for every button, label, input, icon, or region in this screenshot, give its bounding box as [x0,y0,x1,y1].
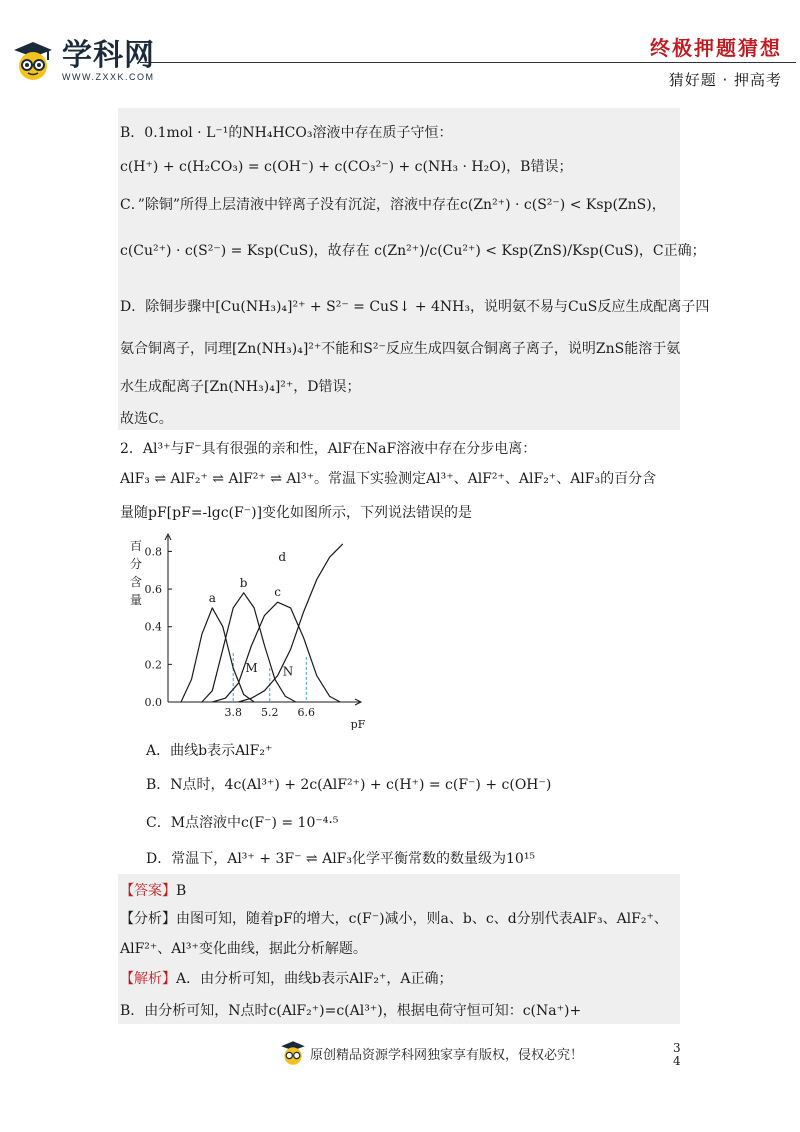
y-axis-label: 量 [129,593,143,607]
option-b-explanation: B．0.1mol · L⁻¹的NH₄HCO₃溶液中存在质子守恒： [120,125,453,141]
page-number-current: 3 [673,1041,681,1055]
option-c: C．M点溶液中c(F⁻) = 10⁻⁴·⁵ [146,815,339,831]
logo-name: 学科网 [62,39,155,72]
question-2-stem: 2．Al³⁺与F⁻具有很强的亲和性，AlF在NaF溶液中存在分步电离： [120,441,537,457]
y-axis-label: 含 [129,575,143,589]
option-a: A．曲线b表示AlF₂⁺ [146,743,273,759]
series-label-a: a [208,590,216,605]
y-tick-label: 0.2 [144,658,162,672]
header-title: 终极押题猜想 [650,36,782,60]
x-axis-label: pF [350,718,366,730]
distribution-chart [118,530,378,730]
question-2-prompt: 量随pF[pF=-lgc(F⁻)]变化如图所示，下列说法错误的是 [120,505,473,521]
y-tick-label: 0.6 [144,583,162,597]
option-d: D．常温下，Al³⁺ + 3F⁻ ⇌ AlF₃化学平衡常数的数量级为10¹⁵ [146,851,536,867]
y-tick-label: 0.4 [144,620,162,634]
x-tick-label: 5.2 [260,706,279,719]
y-tick-label: 0.0 [144,696,162,709]
logo-url: WWW.ZXXK.COM [62,72,155,82]
x-tick-label: 6.6 [297,706,316,719]
option-b: B．N点时，4c(Al³⁺) + 2c(AlF²⁺) + c(H⁺) = c(F⁻) + c(OH⁻) [146,777,552,793]
explanation-label: 【解析】 [120,971,176,987]
series-line-b [202,590,296,702]
explanation-line [120,968,453,990]
option-d-explanation-3: 水生成配离子[Zn(NH₃)₄]²⁺，D错误； [120,379,361,395]
explanation-text: A．由分析可知，曲线b表示AlF₂⁺，A正确； [176,971,453,987]
analysis-line [120,908,668,930]
page-header [0,0,800,105]
point-label-n: N [282,664,294,679]
analysis-text: 由图可知，随着pF的增大，c(F⁻)减小，则a、b、c、d分别代表AlF₃、AlF₂⁺、 [176,911,668,927]
conclusion-text: 故选C。 [120,411,173,427]
series-line-a [181,608,254,702]
analysis-label: 【分析】 [120,911,176,927]
stepwise-ionization: AlF₃ ⇌ AlF₂⁺ ⇌ AlF²⁺ ⇌ Al³⁺。常温下实验测定Al³⁺、AlF²⁺、AlF₂⁺、AlF₃的百分含 [120,471,657,487]
mascot-icon [12,40,54,82]
brand-logo[interactable] [12,40,155,82]
analysis-text-2: AlF²⁺、Al³⁺变化曲线，据此分析解题。 [120,941,367,957]
y-axis-label: 百 [129,539,143,553]
option-d-explanation-2: 氨合铜离子，同理[Zn(NH₃)₄]²⁺不能和S²⁻反应生成四氨合铜离子离子，说明ZnS能溶于氨 [120,341,681,357]
option-c-explanation: C．”除铜”所得上层清液中锌离子没有沉淀，溶液中存在c(Zn²⁺) · c(S²⁻) < Ksp(ZnS)， [120,197,666,213]
page-number-total: 4 [673,1054,681,1068]
answer-label: 【答案】 [120,883,176,899]
answer-line [120,880,186,902]
y-axis-label: 分 [129,557,143,571]
page-number [673,1042,681,1068]
proton-balance-equation: c(H⁺) + c(H₂CO₃) = c(OH⁻) + c(CO₃²⁻) + c(NH₃ · H₂O)，B错误； [120,159,573,175]
page-footer [280,1040,583,1066]
explanation-text-2: B．由分析可知，N点时c(AlF₂⁺)=c(Al³⁺)，根据电荷守恒可知：c(Na⁺)+ [120,1003,582,1019]
ksp-comparison: c(Cu²⁺) · c(S²⁻) = Ksp(CuS)，故存在 c(Zn²⁺)/c(Cu²⁺) < Ksp(ZnS)/Ksp(CuS)，C正确； [120,243,706,259]
point-label-m: M [245,660,258,675]
copyright-text: 原创精品资源学科网独家享有版权，侵权必究！ [310,1047,584,1063]
series-label-b: b [239,575,248,590]
option-d-explanation: D．除铜步骤中[Cu(NH₃)₄]²⁺ + S²⁻ = CuS↓ + 4NH₃，说明氨不易与CuS反应生成配离子四 [120,299,710,315]
x-tick-label: 3.8 [224,706,242,719]
answer-value: B [176,883,187,899]
series-label-d: d [278,549,287,564]
header-subtitle: 猜好题 · 押高考 [668,71,782,89]
mascot-icon [280,1040,306,1066]
series-label-c: c [274,585,281,600]
y-tick-label: 0.8 [144,545,162,559]
